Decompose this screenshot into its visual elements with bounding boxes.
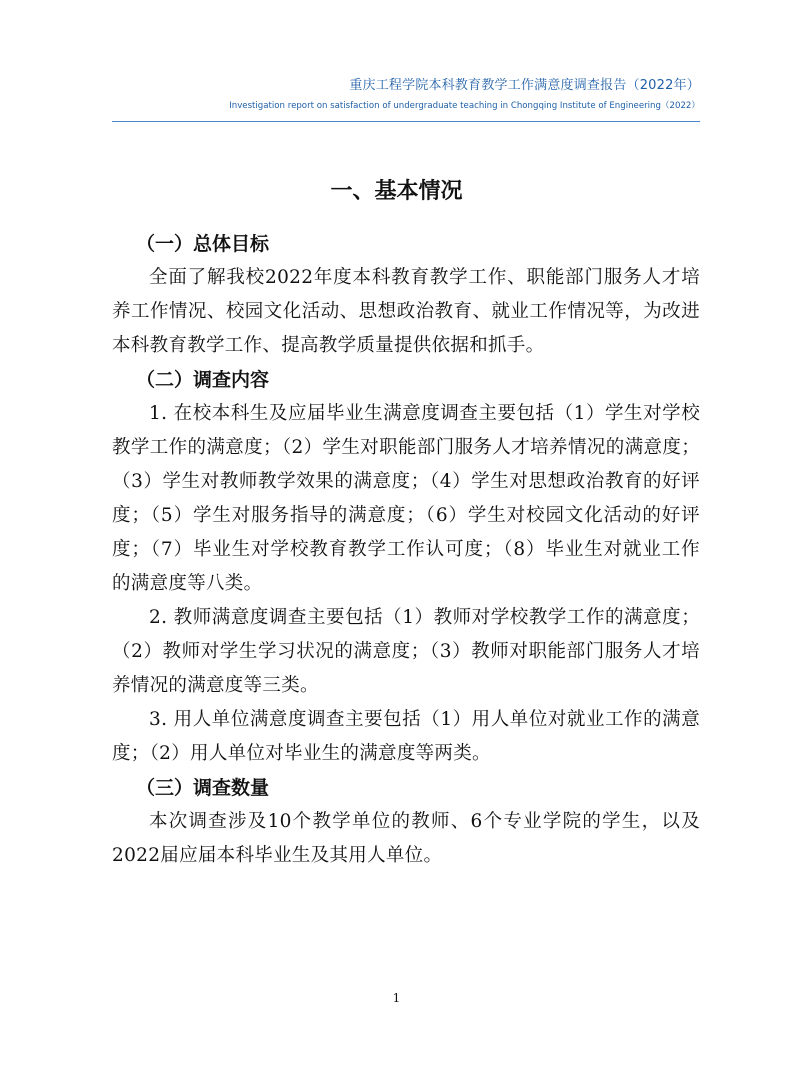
survey-content-employers-paragraph: 3. 用人单位满意度调查主要包括（1）用人单位对就业工作的满意度；（2）用人单位对毕业生的满意度等两类。 [112,709,700,764]
document-body [112,227,700,873]
section-heading-overall-goal: （一）总体目标 [136,233,270,255]
survey-content-students-paragraph: 1. 在校本科生及应届毕业生满意度调查主要包括（1）学生对学校教学工作的满意度；（2）学生对职能部门服务人才培养情况的满意度；（3）学生对教师教学效果的满意度；（4）学生对思想政治教育的好评度；（5）学生对服务指导的满意度；（6）学生对校园文化活动的好评度；（7）毕业生对学校教育教学工作认可度；（8）毕业生对就业工作的满意度等八类。 [112,403,700,594]
running-header [112,76,700,113]
page-title: 一、基本情况 [330,179,463,204]
section-heading-survey-content: （二）调查内容 [136,369,270,391]
header-title-chinese: 重庆工程学院本科教育教学工作满意度调查报告（2022年） [349,78,700,93]
overall-goal-paragraph: 全面了解我校2022年度本科教育教学工作、职能部门服务人才培养工作情况、校园文化活动、思想政治教育、就业工作情况等，为改进本科教育教学工作、提高教学质量提供依据和抓手。 [112,267,700,356]
header-divider [112,121,700,122]
page-number: 1 [392,991,401,1005]
survey-quantity-paragraph: 本次调查涉及10个教学单位的教师、6个专业学院的学生，以及2022届应届本科毕业生及其用人单位。 [112,811,700,866]
survey-content-teachers-paragraph: 2. 教师满意度调查主要包括（1）教师对学校教学工作的满意度；（2）教师对学生学习状况的满意度；（3）教师对职能部门服务人才培养情况的满意度等三类。 [112,607,700,696]
header-title-english: Investigation report on satisfaction of undergraduate teaching in Chongqing Institute of Engineering（2022） [229,101,700,111]
section-heading-survey-quantity: （三）调查数量 [136,777,270,799]
